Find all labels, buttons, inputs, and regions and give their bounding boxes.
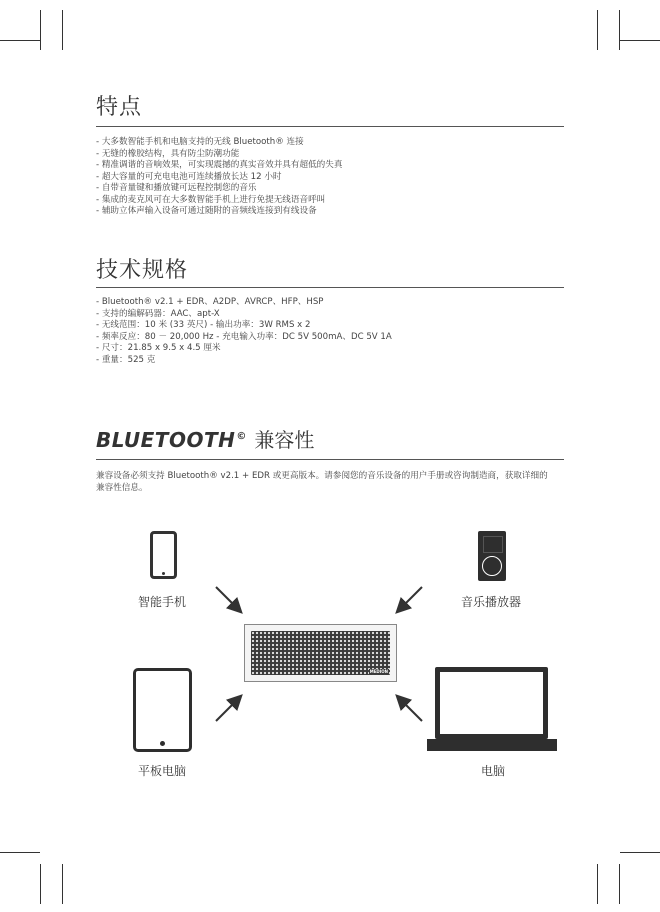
list-item: - 自带音量键和播放键可远程控制您的音乐 <box>96 183 257 193</box>
compat-paragraph: 兼容设备必须支持 Bluetooth® v2.1 + EDR 或更高版本。请参阅您的音乐设备的用户手册或咨询制造商，获取详细的兼容性信息。 <box>96 471 548 493</box>
list-item: - Bluetooth® v2.1 + EDR、A2DP、AVRCP、HFP、HSP <box>96 297 324 307</box>
music-player-label: 音乐播放器 <box>461 595 522 609</box>
speaker-logo: MEDION <box>369 669 388 674</box>
arrow-player-to-speaker <box>398 587 422 611</box>
bluetooth-mark: © <box>236 431 247 442</box>
list-item: - 尺寸：21.85 x 9.5 x 4.5 厘米 <box>96 343 221 353</box>
list-item: - 支持的编解码器：AAC、apt-X <box>96 308 220 319</box>
list-item: - 大多数智能手机和电脑支持的无线 Bluetooth® 连接 <box>96 137 304 147</box>
smartphone-label: 智能手机 <box>138 595 187 609</box>
compat-title-text: 兼容性 <box>254 428 315 452</box>
list-item: - 无缝的橡胶结构，具有防尘防潮功能 <box>96 148 240 159</box>
list-item: - 频率反应：80 － 20,000 Hz - 充电输入功率：DC 5V 500mA、DC 5V 1A <box>96 331 392 342</box>
list-item: - 辅助立体声输入设备可通过随附的音频线连接到有线设备 <box>96 206 317 216</box>
list-item: - 无线范围：10 米 (33 英尺) - 输出功率：3W RMS x 2 <box>96 320 311 330</box>
arrow-tablet-to-speaker <box>216 697 240 721</box>
features-title: 特点 <box>96 95 143 120</box>
computer-label: 电脑 <box>481 764 506 778</box>
specs-title: 技术规格 <box>96 258 189 283</box>
bluetooth-wordmark: BLUETOOTH <box>96 428 236 452</box>
list-item: - 精准调谐的音响效果，可实现震撼的真实音效并具有超低的失真 <box>96 160 343 170</box>
list-item: - 集成的麦克风可在大多数智能手机上进行免提无线语音呼叫 <box>96 194 326 205</box>
list-item: - 重量：525 克 <box>96 354 156 365</box>
tablet-label: 平板电脑 <box>138 764 187 778</box>
list-item: - 超大容量的可充电电池可连续播放长达 12 小时 <box>96 171 282 182</box>
arrow-phone-to-speaker <box>216 587 240 611</box>
arrow-computer-to-speaker <box>398 697 422 721</box>
